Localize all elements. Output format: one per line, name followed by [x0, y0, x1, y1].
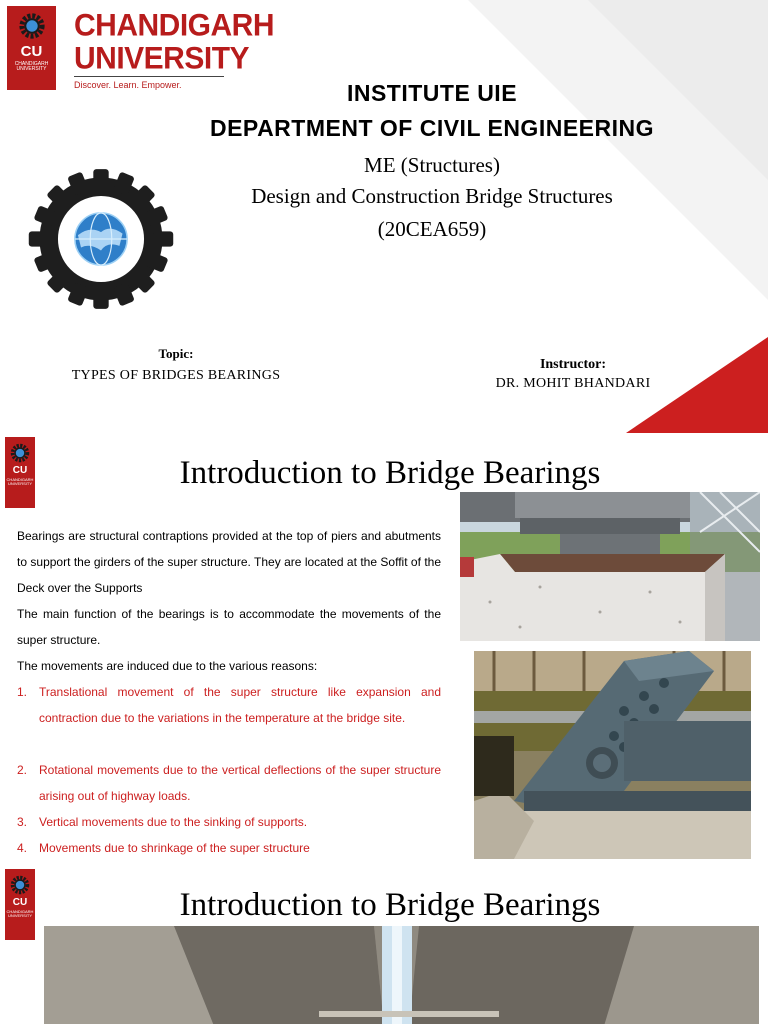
brand-wordmark — [74, 8, 274, 90]
list-item — [17, 835, 441, 861]
brand-divider — [74, 76, 224, 77]
bridge-underside-photo — [44, 926, 759, 1024]
slide-body — [17, 523, 441, 861]
topic-label: Topic: — [158, 346, 194, 361]
list-number: 2. — [17, 763, 28, 777]
reasons-list — [17, 679, 441, 861]
instructor-label: Instructor: — [539, 357, 607, 372]
course-code: (20CEA659) — [377, 217, 487, 241]
list-item — [17, 809, 441, 835]
list-number: 4. — [17, 841, 28, 855]
course-name: Design and Construction Bridge Structures — [251, 184, 613, 208]
bearing-photo-steel — [474, 651, 751, 859]
bearing-photo-pedestal — [460, 492, 760, 641]
logo-cu-text: CU — [12, 465, 28, 476]
program-name: ME (Structures) — [364, 153, 500, 177]
institute-heading: INSTITUTE UIE — [346, 80, 518, 106]
logo-name-line1: CHANDIGARH — [14, 61, 49, 67]
intro-slide-2 — [0, 865, 768, 1024]
list-item — [17, 679, 441, 731]
list-text: Vertical movements due to the sinking of supports. — [39, 815, 308, 829]
logo-name-line2: UNIVERSITY — [16, 66, 47, 73]
paragraph-definition: Bearings are structural contraptions provided at the top of piers and abutments to support the girders of the super structure. They are located at the Soffit of the Deck over the Supports — [17, 529, 441, 595]
list-text: Rotational movements due to the vertical deflections of the super structure arising out of highway loads. — [39, 763, 441, 803]
intro-slide — [0, 433, 768, 865]
logo-cu-text: CU — [20, 43, 43, 60]
slide-title: Introduction to Bridge Bearings — [179, 455, 601, 491]
list-number: 3. — [17, 815, 28, 829]
cu-gear-globe-icon — [17, 11, 47, 41]
topic-title: TYPES OF BRIDGES BEARINGS — [71, 368, 281, 383]
logo-name-line2: UNIVERSITY — [7, 913, 32, 919]
instructor-name: DR. MOHIT BHANDARI — [495, 376, 651, 391]
title-slide — [0, 0, 768, 433]
paragraph-reasons-intro: The movements are induced due to the various reasons: — [17, 659, 318, 673]
gear-globe-icon — [24, 166, 178, 312]
logo-cu-text: CU — [12, 897, 28, 908]
logo-name-line1: CHANDIGARH — [6, 477, 34, 482]
list-text: Movements due to shrinkage of the super structure — [39, 841, 310, 855]
university-logo — [7, 6, 56, 90]
red-corner-triangle — [626, 337, 768, 433]
brand-tagline: Discover. Learn. Empower. — [74, 80, 182, 90]
list-item — [17, 757, 441, 809]
paragraph-function: The main function of the bearings is to accommodate the movements of the super structure. — [17, 607, 441, 647]
brand-line2: UNIVERSITY — [74, 41, 250, 76]
list-text: Translational movement of the super structure like expansion and contraction due to the variations in the temperature at the bridge site. — [39, 685, 441, 725]
logo-name-line1: CHANDIGARH — [6, 909, 34, 914]
logo-name-line2: UNIVERSITY — [7, 481, 32, 487]
slide-title: Introduction to Bridge Bearings — [179, 887, 601, 923]
list-number: 1. — [17, 685, 28, 699]
logo-name — [15, 62, 49, 73]
brand-line1: CHANDIGARH — [74, 8, 274, 43]
list-spacer — [17, 731, 441, 757]
department-heading: DEPARTMENT OF CIVIL ENGINEERING — [209, 115, 654, 141]
